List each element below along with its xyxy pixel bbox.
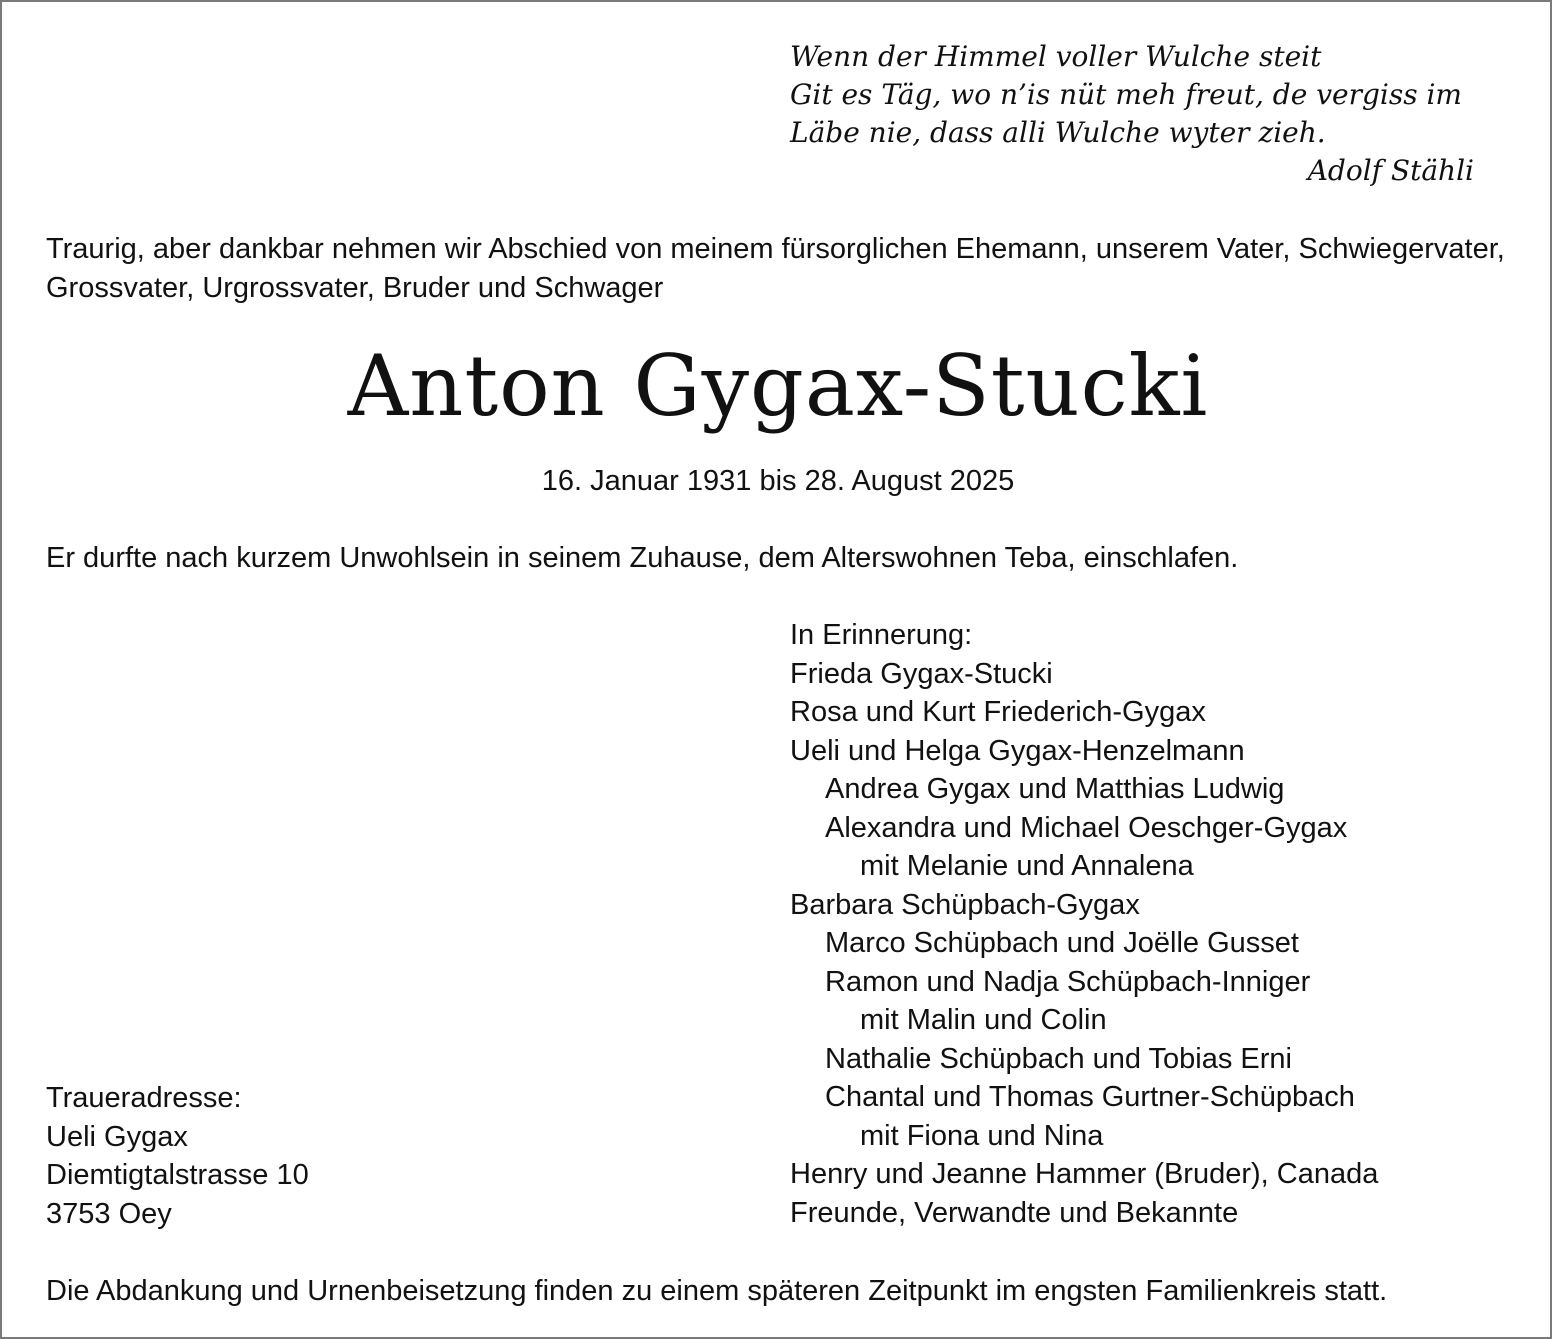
mourner-entry: Frieda Gygax-Stucki bbox=[790, 657, 1053, 690]
mourner-entry: Ramon und Nadja Schüpbach-Inniger bbox=[825, 965, 1311, 998]
poem-line: Wenn der Himmel voller Wulche steit bbox=[790, 40, 1322, 73]
life-dates: 16. Januar 1931 bis 28. August 2025 bbox=[541, 465, 1015, 497]
mourner-entry: mit Melanie und Annalena bbox=[860, 850, 1194, 882]
mourner-entry: Marco Schüpbach und Joëlle Gusset bbox=[825, 927, 1299, 959]
mourning-address bbox=[46, 1079, 309, 1233]
mourner-entry: Alexandra und Michael Oeschger-Gygax bbox=[825, 811, 1348, 844]
poem-quote bbox=[790, 38, 1490, 152]
mourners-heading: In Erinnerung: bbox=[790, 619, 973, 651]
mourner-entry: mit Fiona und Nina bbox=[860, 1119, 1104, 1152]
address-label: Traueradresse: bbox=[46, 1082, 242, 1114]
mourner-entry: Nathalie Schüpbach und Tobias Erni bbox=[825, 1042, 1293, 1075]
mourner-entry: Henry und Jeanne Hammer (Bruder), Canada bbox=[790, 1158, 1379, 1190]
passing-note: Er durfte nach kurzem Unwohlsein in seinem Zuhause, dem Alterswohnen Teba, einschlafen. bbox=[46, 542, 1239, 574]
poem-line: Läbe nie, dass alli Wulche wyter zieh. bbox=[790, 116, 1326, 149]
address-street: Diemtigtalstrasse 10 bbox=[46, 1159, 309, 1191]
intro-text bbox=[46, 230, 1526, 307]
intro-line: Grossvater, Urgrossvater, Bruder und Schwager bbox=[46, 271, 664, 304]
mourner-entry: Freunde, Verwandte und Bekannte bbox=[790, 1196, 1239, 1229]
poem-line: Git es Täg, wo n’is nüt meh freut, de vergiss im bbox=[790, 78, 1462, 111]
intro-line: Traurig, aber dankbar nehmen wir Abschied von meinem fürsorglichen Ehemann, unserem Vater, Schwiegervater, bbox=[46, 233, 1505, 265]
service-note: Die Abdankung und Urnenbeisetzung finden zu einem späteren Zeitpunkt im engsten Familienkreis statt. bbox=[46, 1275, 1388, 1307]
mourner-entry: mit Malin und Colin bbox=[860, 1004, 1107, 1036]
address-city: 3753 Oey bbox=[46, 1197, 172, 1230]
address-name: Ueli Gygax bbox=[46, 1120, 188, 1153]
mourner-entry: Barbara Schüpbach-Gygax bbox=[790, 888, 1140, 921]
mourner-entry: Chantal und Thomas Gurtner-Schüpbach bbox=[825, 1081, 1355, 1113]
mourners-list bbox=[790, 616, 1378, 1232]
mourner-entry: Andrea Gygax und Matthias Ludwig bbox=[825, 773, 1285, 805]
deceased-name: Anton Gygax-Stucki bbox=[347, 337, 1209, 435]
mourner-entry: Ueli und Helga Gygax-Henzelmann bbox=[790, 734, 1245, 767]
mourner-entry: Rosa und Kurt Friederich-Gygax bbox=[790, 696, 1206, 728]
poem-author: Adolf Stähli bbox=[1307, 154, 1474, 187]
